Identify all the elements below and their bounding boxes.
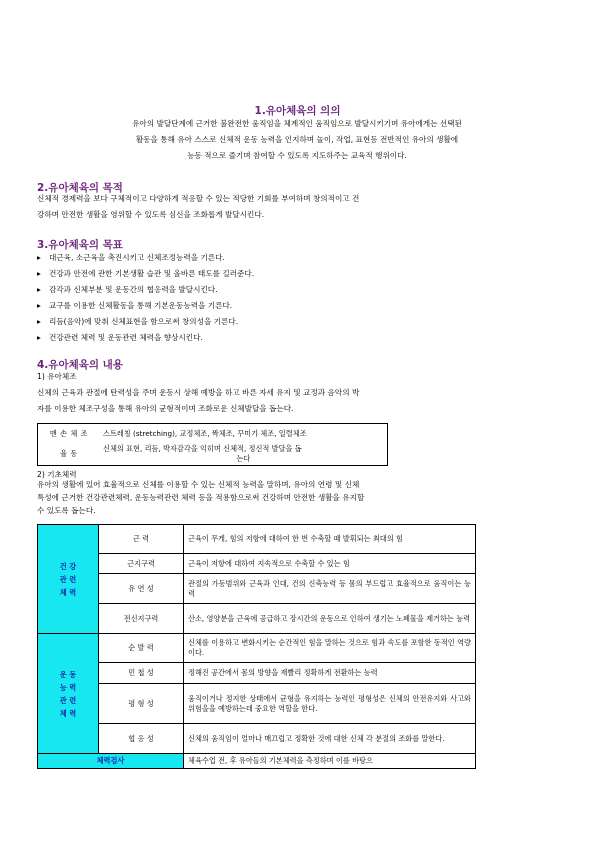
section-1-line-2: 활동을 통해 유아 스스로 신체적 운동 능력을 인지하며 놀이, 작업, 표현등 전반적인 유아의 생활에 <box>135 135 459 144</box>
gymnastics-table <box>38 424 387 465</box>
goal-item: ▸ 리듬(음악)에 맞춰 신체표현을 함으로써 창의성을 기른다. <box>37 317 239 326</box>
fitness-line-1: 유아의 생활에 있어 효율적으로 신체를 이용할 수 있는 신체적 능력을 말하며, 유아의 연령 및 신체 <box>37 480 360 489</box>
freehand-value: 스트레칭 (stretching), 교정체조, 짝체조, 꾸미기 체조, 일렬체조 <box>103 428 307 438</box>
fitness-line-2: 특성에 근거한 건강관련체력, 운동능력관련 체력 등을 적용함으로써 건강하며 안전한 생활을 유지할 <box>37 493 365 502</box>
section-4-title: 4.유아체육의 내용 <box>37 359 123 371</box>
motor-fitness-category: 운 동 능 력 관 련 체 력 <box>38 634 99 754</box>
gymnastics-line-1: 신체의 근육과 관절에 탄력성을 주며 운동시 상해 예방을 하고 바른 자세 유지 및 교정과 음악의 박 <box>37 388 360 397</box>
rhythm-key: 율 동 <box>60 449 78 458</box>
table-row <box>38 663 476 684</box>
table-row <box>38 424 387 443</box>
bullet-arrow-icon: ▸ <box>37 333 41 342</box>
fitness-item-name: 순 발 력 <box>99 634 184 663</box>
fitness-item-name: 근 력 <box>99 525 184 554</box>
table-row <box>38 724 476 754</box>
table-row <box>38 443 387 465</box>
bullet-arrow-icon: ▸ <box>37 269 41 278</box>
goal-item: ▸ 대근육, 소근육을 촉진시키고 신체조정능력을 기른다. <box>37 253 225 262</box>
fitness-item-desc: 산소, 영양분을 근육에 공급하고 장시간의 운동으로 인하여 생기는 노폐물을 제거하는 능력 <box>184 604 476 634</box>
table-row <box>38 554 476 574</box>
bullet-arrow-icon: ▸ <box>37 285 41 294</box>
goal-item: ▸ 감각과 신체부분 및 운동간의 협응력을 발달시킨다. <box>37 285 218 294</box>
fitness-item-name: 협 응 성 <box>99 724 184 754</box>
freehand-key: 맨 손 체 조 <box>49 428 89 438</box>
rhythm-value: 신체의 표현, 리듬, 박자감각을 익히며 신체적, 정신적 발달을 돕 는다 <box>103 444 302 463</box>
fitness-item-name: 유 연 성 <box>99 574 184 604</box>
section-1-line-1: 유아의 발달단계에 근거한 불완전한 움직임을 체계적인 움직임으로 발달시키기며 유아에게는 선택된 <box>132 119 462 128</box>
subheading-fitness: 2) 기초체력 <box>37 470 77 479</box>
fitness-item-name: 민 첩 성 <box>99 663 184 684</box>
table-row <box>38 634 476 663</box>
section-2-line-2: 강하며 안전한 생활을 영위할 수 있도록 심신을 조화롭게 발달시킨다. <box>37 210 265 219</box>
fitness-item-desc: 움직이거나 정지한 상태에서 균형을 유지하는 능력인 평형성은 신체의 안전유지와 사고와 위험을을 예방하는데 중요한 역할을 한다. <box>184 684 476 724</box>
fitness-table <box>37 524 476 769</box>
table-row <box>38 754 476 769</box>
table-row <box>38 684 476 724</box>
goal-item: ▸ 건강관련 체력 및 운동관련 체력을 향상시킨다. <box>37 333 203 342</box>
section-2-line-1: 신체적 경제력을 보다 구체적이고 다양하게 적응할 수 있는 적당한 기회를 부여하며 창의적이고 건 <box>37 194 360 203</box>
fitness-item-desc: 신체의 움직임이 얼마나 매끄럽고 정확한 것에 대한 신체 각 분절의 조화를 말한다. <box>184 724 476 754</box>
section-2-title: 2.유아체육의 목적 <box>37 182 123 194</box>
fitness-item-desc: 관절의 가동범위와 근육과 인대, 건의 신축능력 등 몸의 부드럽고 효율적으로 움직이는 능력 <box>184 574 476 604</box>
fitness-test-key: 체력검사 <box>38 754 184 769</box>
section-1-title: 1.유아체육의 의의 <box>254 105 341 117</box>
gymnastics-line-2: 자를 이용한 체조구성을 통해 유아의 균형적이며 조화로운 신체발달을 돕는다. <box>37 404 294 413</box>
fitness-item-name: 근지구력 <box>99 554 184 574</box>
fitness-line-3: 수 있도록 돕는다. <box>37 506 96 515</box>
fitness-item-desc: 근육이 저항에 대하여 지속적으로 수축할 수 있는 힘 <box>184 554 476 574</box>
fitness-item-desc: 신체를 이용하고 변화시키는 순간적인 힘을 말하는 것으로 힘과 속도를 포함한 동적인 역량이다. <box>184 634 476 663</box>
bullet-arrow-icon: ▸ <box>37 301 41 310</box>
subheading-gymnastics: 1) 유아체조 <box>37 372 77 381</box>
fitness-item-name: 전신지구력 <box>99 604 184 634</box>
fitness-item-desc: 근육이 무게, 힘의 저항에 대하여 한 번 수축할 때 발휘되는 최대의 힘 <box>184 525 476 554</box>
table-row <box>38 574 476 604</box>
fitness-item-desc: 정해진 공간에서 몸의 방향을 재빨리 정확하게 전환하는 능력 <box>184 663 476 684</box>
health-fitness-category: 건 강 관 련 체 력 <box>38 525 99 634</box>
gymnastics-box <box>37 423 388 466</box>
bullet-arrow-icon: ▸ <box>37 317 41 326</box>
section-3-title: 3.유아체육의 목표 <box>37 239 123 251</box>
section-1-line-3: 능동 적으로 즐기며 참여할 수 있도록 지도하주는 교육적 행위이다. <box>187 151 407 160</box>
table-row <box>38 525 476 554</box>
goal-item: ▸ 교구를 이용한 신체활동을 통해 기본운동능력을 기른다. <box>37 301 233 310</box>
fitness-test-desc: 체육수업 전, 후 유아들의 기본체력을 측정하며 이를 바탕으 <box>184 754 476 769</box>
bullet-arrow-icon: ▸ <box>37 253 41 262</box>
goal-item: ▸ 건강과 안전에 관한 기본생활 습관 및 올바른 태도를 길러준다. <box>37 269 255 278</box>
fitness-item-name: 평 형 성 <box>99 684 184 724</box>
table-row <box>38 604 476 634</box>
